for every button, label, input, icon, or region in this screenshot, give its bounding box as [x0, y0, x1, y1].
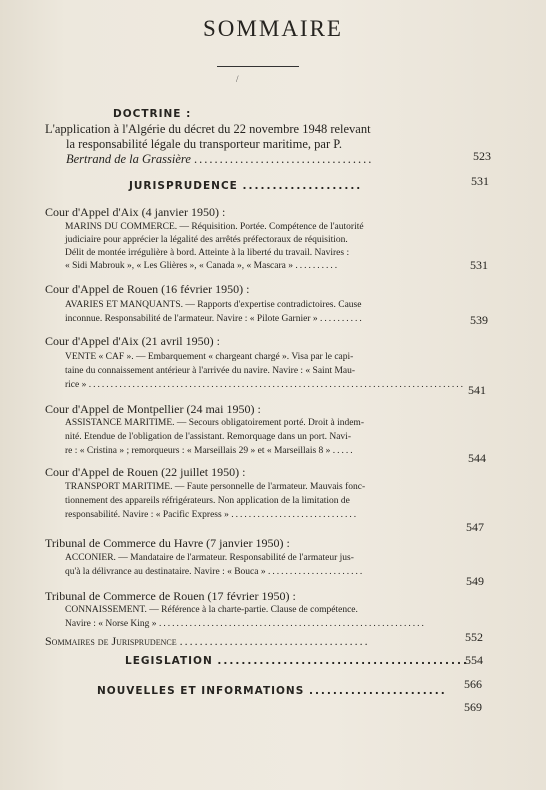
page-title: SOMMAIRE	[203, 16, 343, 41]
nouvelles-page: 569	[464, 700, 482, 714]
entry-page: 549	[466, 574, 484, 588]
entry-court: Tribunal de Commerce du Havre (7 janvier 1950) :	[45, 536, 290, 550]
entry-line: « Sidi Mabrouk », « Les Glières », « Canada », « Mascara » ..........	[65, 261, 340, 271]
doctrine-page: 523	[473, 149, 491, 163]
doctrine-author: Bertrand de la Grassière	[66, 152, 191, 166]
entry-line: ACCONIER. — Mandataire de l'armateur. Responsabilité de l'armateur jus-	[65, 553, 354, 563]
doctrine-line-3: Bertrand de la Grassière ...................................	[66, 152, 374, 166]
entry-line: nité. Etendue de l'obligation de l'assistant. Remorquage dans un port. Navi-	[65, 432, 351, 442]
entry-page: 552	[465, 630, 483, 644]
doctrine-line-2: la responsabilité légale du transporteur maritime, par P.	[66, 137, 342, 151]
doctrine-line-1: L'application à l'Algérie du décret du 22 novembre 1948 relevant	[45, 122, 371, 136]
entry-page: 547	[466, 520, 484, 534]
sommaires-page: 554	[465, 653, 483, 667]
entry-page: 541	[468, 383, 486, 397]
entry-line: VENTE « CAF ». — Embarquement « chargeant chargé ». Visa par le capi-	[65, 352, 354, 362]
entry-court: Cour d'Appel d'Aix (21 avril 1950) :	[45, 334, 220, 348]
entry-line: CONNAISSEMENT. — Référence à la charte-partie. Clause de compétence.	[65, 605, 358, 615]
entry-line: taine du connaissement antérieur à l'arrivée du navire. Navire : « Saint Mau-	[65, 366, 356, 376]
entry-page: 531	[470, 258, 488, 272]
entry-court: Cour d'Appel d'Aix (4 janvier 1950) :	[45, 205, 226, 219]
jurisprudence-heading: JURISPRUDENCE ....................	[129, 180, 363, 192]
entry-line: TRANSPORT MARITIME. — Faute personnelle de l'armateur. Mauvais fonc-	[65, 482, 366, 492]
jurisprudence-page: 531	[471, 174, 489, 188]
entry-line: ASSISTANCE MARITIME. — Secours obligatoirement porté. Droit à indem-	[65, 418, 364, 428]
doctrine-heading: DOCTRINE :	[113, 108, 192, 120]
legislation-heading: LEGISLATION ..........................................	[125, 655, 469, 667]
entry-court: Cour d'Appel de Montpellier (24 mai 1950) :	[45, 402, 261, 416]
entry-line: AVARIES ET MANQUANTS. — Rapports d'expertise contradictoires. Cause	[65, 300, 362, 310]
sommaires-label: Sommaires de Jurisprudence ......................................	[45, 634, 370, 648]
nouvelles-heading: NOUVELLES ET INFORMATIONS .......................	[97, 685, 447, 697]
entry-line: MARINS DU COMMERCE. — Réquisition. Portée. Compétence de l'autorité	[65, 222, 364, 232]
entry-line: Délit de montée irrégulière à bord. Atteinte à la liberté du travail. Navires :	[65, 248, 350, 258]
title-rule	[217, 66, 299, 67]
entry-court: Cour d'Appel de Rouen (16 février 1950) :	[45, 282, 250, 296]
entry-line: tionnement des appareils réfrigérateurs. Non application de la limitation de	[65, 496, 350, 506]
legislation-page: 566	[464, 677, 482, 691]
entry-line: rice » ......................................................................................	[65, 380, 465, 390]
entry-page: 539	[470, 313, 488, 327]
entry-line: responsabilité. Navire : « Pacific Express » .............................	[65, 510, 359, 520]
entry-line: inconnue. Responsabilité de l'armateur. Navire : « Pilote Garnier » ..........	[65, 314, 364, 324]
entry-line: qu'à la délivrance au destinataire. Navire : « Bouca » ......................	[65, 567, 365, 577]
entry-line: Navire : « Norse King » .............................................................	[65, 619, 426, 629]
entry-court: Cour d'Appel de Rouen (22 juillet 1950) :	[45, 465, 246, 479]
entry-line: re : « Cristina » ; remorqueurs : « Marseillais 29 » et « Marseillais 8 » .....	[65, 446, 355, 456]
entry-page: 544	[468, 451, 486, 465]
entry-court: Tribunal de Commerce de Rouen (17 février 1950) :	[45, 589, 296, 603]
entry-line: judiciaire pour apprécier la légalité des arrêtés préfectoraux de réquisition.	[65, 235, 348, 245]
ink-mark: /	[236, 74, 239, 84]
